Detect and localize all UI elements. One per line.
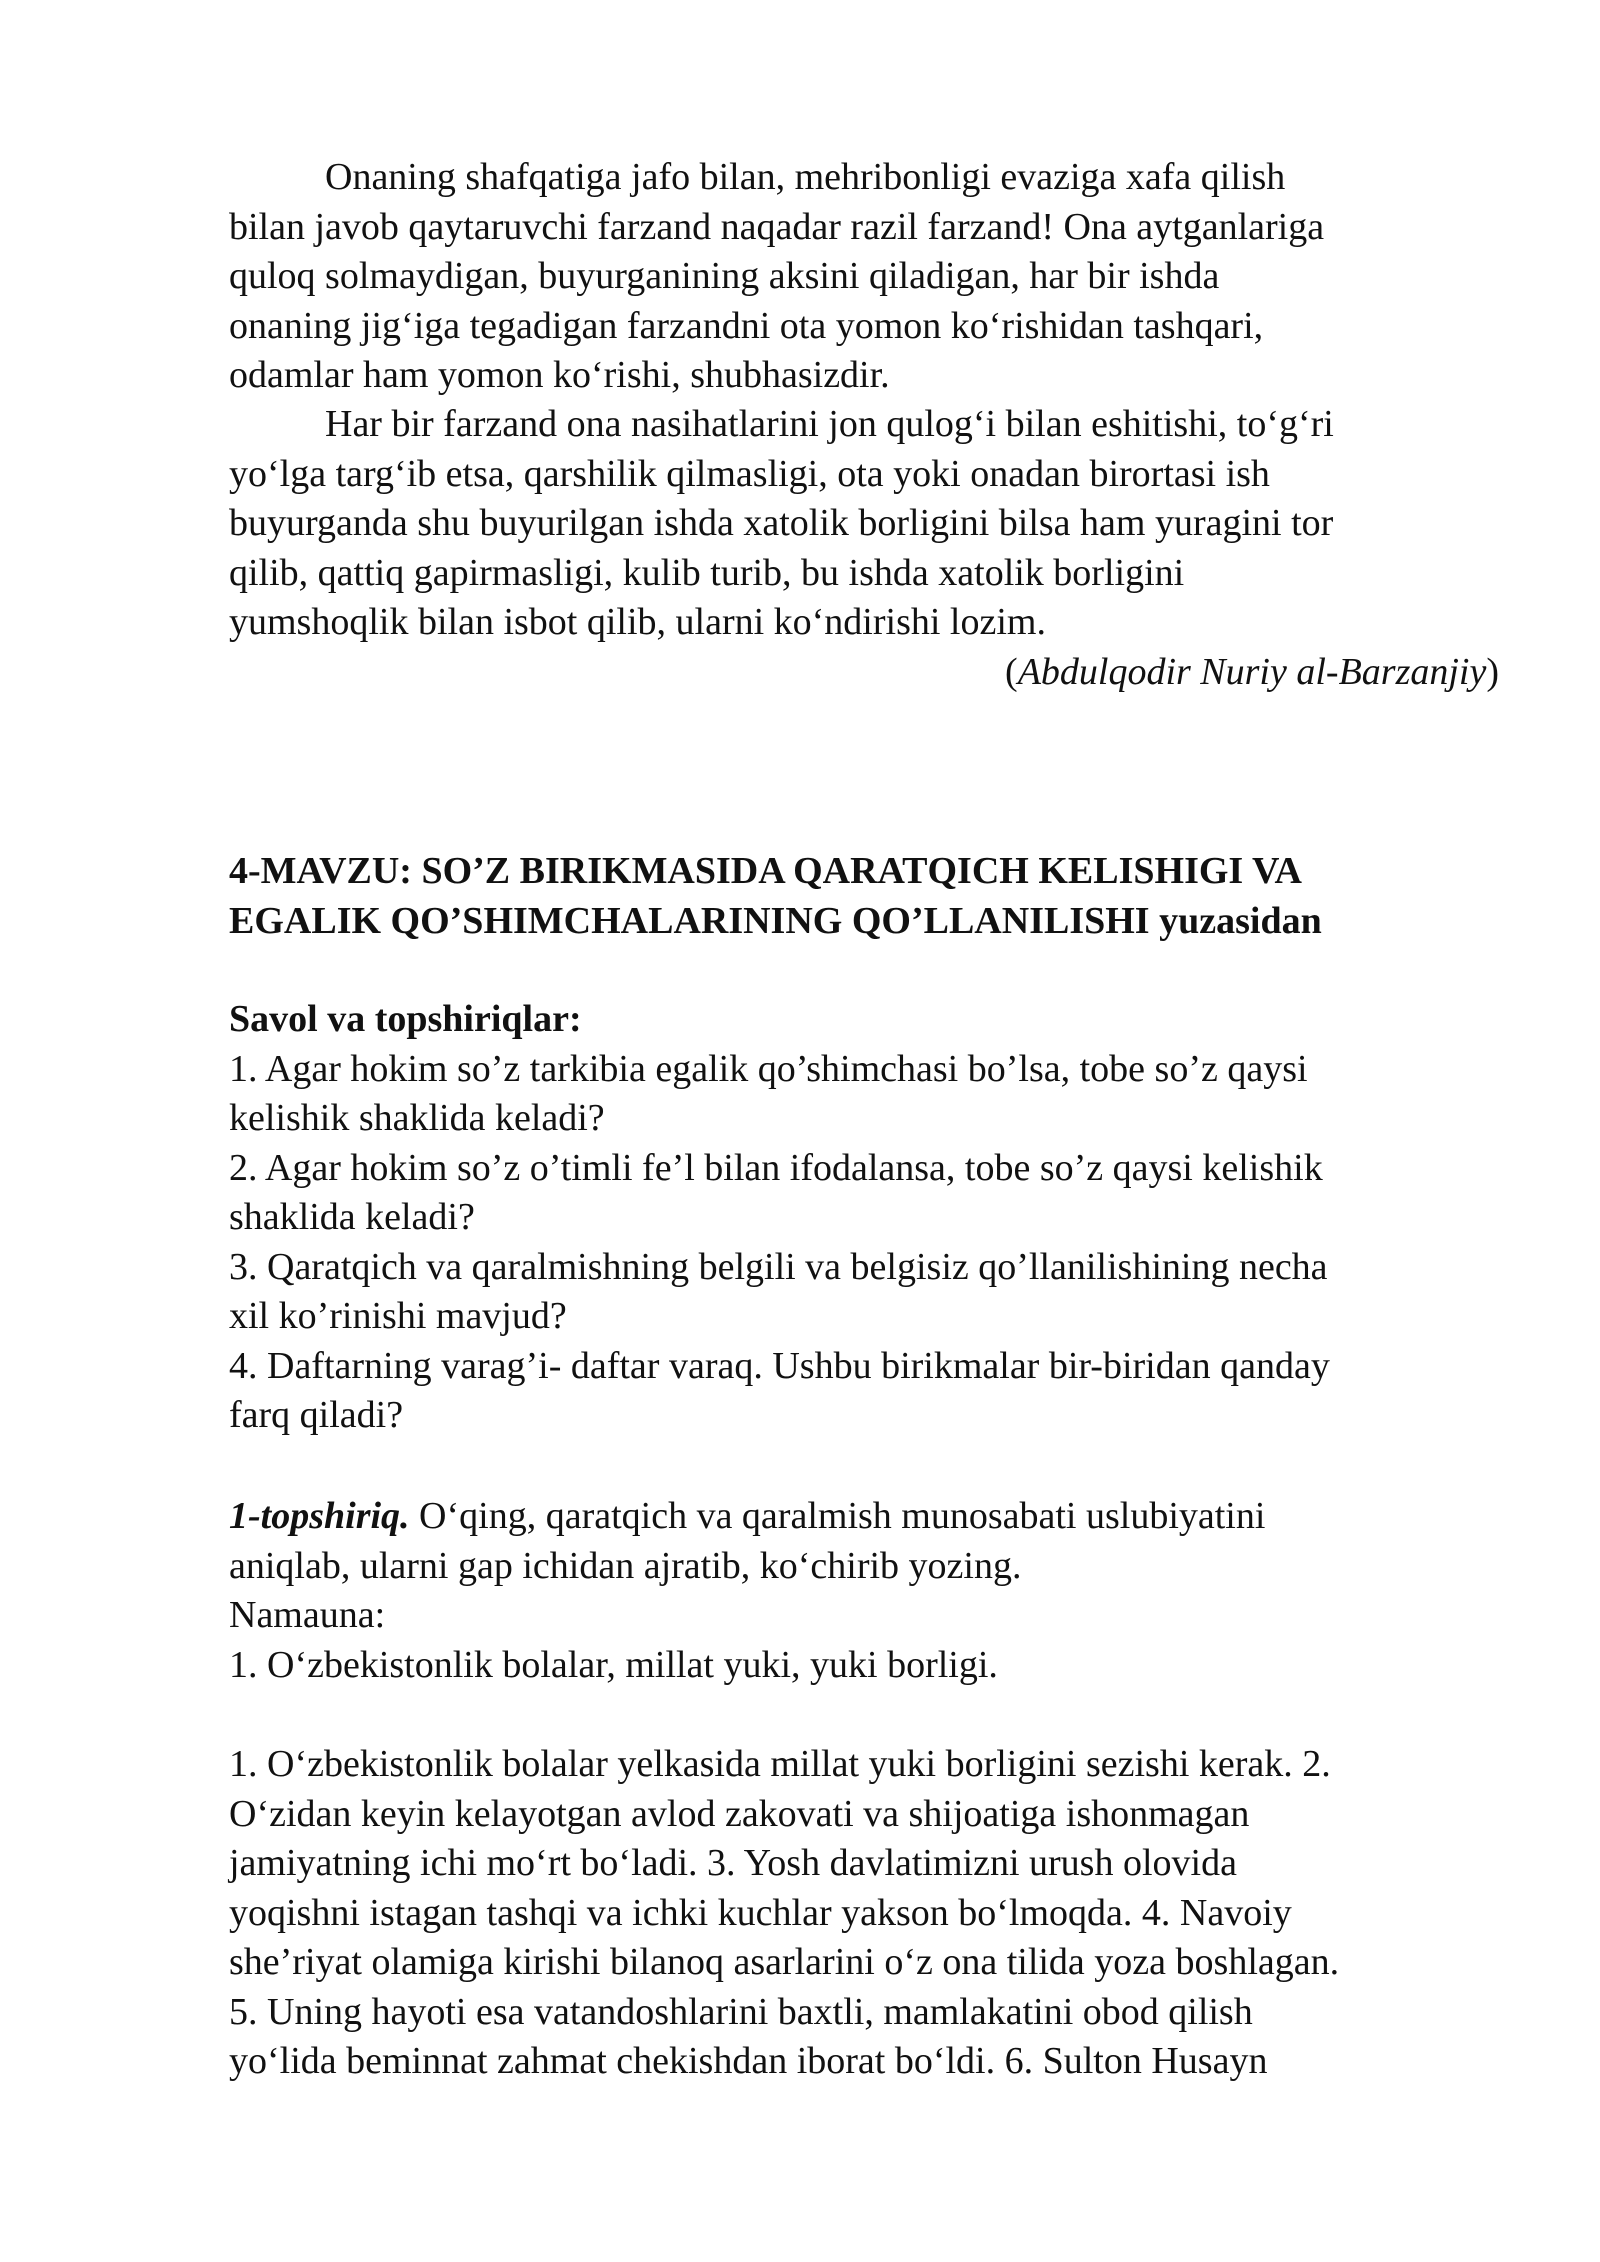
topic-heading-suffix: yuzasidan	[1149, 899, 1322, 942]
task-1-instruction	[229, 1492, 1499, 1542]
exercise-line: yo‘lida beminnat zahmat chekishdan iborat bo‘ldi. 6. Sulton Husayn	[229, 2040, 1268, 2082]
text-line: buyurganda shu buyurilgan ishda xatolik borligini bilsa ham yuragini tor	[229, 502, 1334, 544]
exercise-text	[229, 1740, 1499, 2087]
text-line: odamlar ham yomon ko‘rishi, shubhasizdir.	[229, 354, 890, 396]
question-line: 1. Agar hokim so’z tarkibia egalik qo’shimchasi bo’lsa, tobe so’z qaysi	[229, 1047, 1308, 1090]
question-line: kelishik shaklida keladi?	[229, 1097, 605, 1139]
question-line: xil ko’rinishi mavjud?	[229, 1295, 567, 1337]
attribution-close-paren: )	[1486, 650, 1499, 693]
passage-paragraph-2	[229, 400, 1499, 697]
topic-heading-line	[229, 897, 1499, 947]
text-line: Onaning shafqatiga jafo bilan, mehribonligi evaziga xafa qilish	[325, 156, 1286, 198]
sample-text: 1. O‘zbekistonlik bolalar, millat yuki, yuki borligi.	[229, 1643, 998, 1686]
text-line: qilib, qattiq gapirmasligi, kulib turib, bu ishda xatolik borligini	[229, 551, 1185, 594]
exercise-line: she’riyat olamiga kirishi bilanoq asarlarini o‘z ona tilida yoza boshlagan.	[229, 1941, 1340, 1983]
questions-heading: Savol va topshiriqlar:	[229, 998, 582, 1040]
attribution-open-paren: (	[1005, 650, 1018, 693]
text-line: yo‘lga targ‘ib etsa, qarshilik qilmasligi, ota yoki onadan birortasi ish	[229, 452, 1270, 495]
question-line: shaklida keladi?	[229, 1196, 475, 1238]
topic-heading-line: 4-MAVZU: SO’Z BIRIKMASIDA QARATQICH KELISHIGI VA	[229, 850, 1302, 892]
attribution	[229, 648, 1499, 698]
question-line: farq qiladi?	[229, 1394, 404, 1436]
text-line: onaning jig‘iga tegadigan farzandni ota yomon ko‘rishidan tashqari,	[229, 304, 1264, 347]
task-1-section	[229, 1492, 1499, 1690]
sample-label: Namauna:	[229, 1594, 386, 1636]
questions-section	[229, 995, 1499, 1441]
exercise-line: jamiyatning ichi mo‘rt bo‘ladi. 3. Yosh davlatimizni urush olovida	[229, 1842, 1237, 1884]
question-line: 3. Qaratqich va qaralmishning belgili va belgisiz qo’llanilishining necha	[229, 1245, 1328, 1288]
topic-heading-bold: EGALIK QO’SHIMCHALARINING QO’LLANILISHI	[229, 899, 1150, 942]
task-1-text: O‘qing, qaratqich va qaralmish munosabati uslubiyatini	[409, 1495, 1266, 1537]
exercise-line: O‘zidan keyin kelayotgan avlod zakovati va shijoatiga ishonmagan	[229, 1792, 1250, 1835]
passage-paragraph-1	[229, 153, 1499, 401]
text-line: quloq solmaydigan, buyurganining aksini qiladigan, har bir ishda	[229, 255, 1220, 297]
exercise-line: 5. Uning hayoti esa vatandoshlarini baxtli, mamlakatini obod qilish	[229, 1990, 1253, 2033]
text-line: yumshoqlik bilan isbot qilib, ularni ko‘ndirishi lozim.	[229, 601, 1046, 643]
question-line: 2. Agar hokim so’z o’timli fe’l bilan ifodalansa, tobe so’z qaysi kelishik	[229, 1146, 1323, 1189]
text-line: Har bir farzand ona nasihatlarini jon qulog‘i bilan eshitishi, to‘g‘ri	[325, 403, 1334, 445]
exercise-line: 1. O‘zbekistonlik bolalar yelkasida millat yuki borligini sezishi kerak. 2.	[229, 1743, 1331, 1785]
task-1-label: 1-topshiriq.	[229, 1495, 410, 1537]
topic-heading	[229, 847, 1499, 946]
question-line: 4. Daftarning varag’i- daftar varaq. Ushbu birikmalar bir-biridan qanday	[229, 1344, 1330, 1387]
text-line: bilan javob qaytaruvchi farzand naqadar razil farzand! Ona aytganlariga	[229, 205, 1325, 248]
exercise-line: yoqishni istagan tashqi va ichki kuchlar yakson bo‘lmoqda. 4. Navoiy	[229, 1891, 1292, 1934]
task-1-text-line: aniqlab, ularni gap ichidan ajratib, ko‘chirib yozing.	[229, 1544, 1022, 1587]
attribution-author: Abdulqodir Nuriy al-Barzanjiy	[1017, 650, 1487, 693]
